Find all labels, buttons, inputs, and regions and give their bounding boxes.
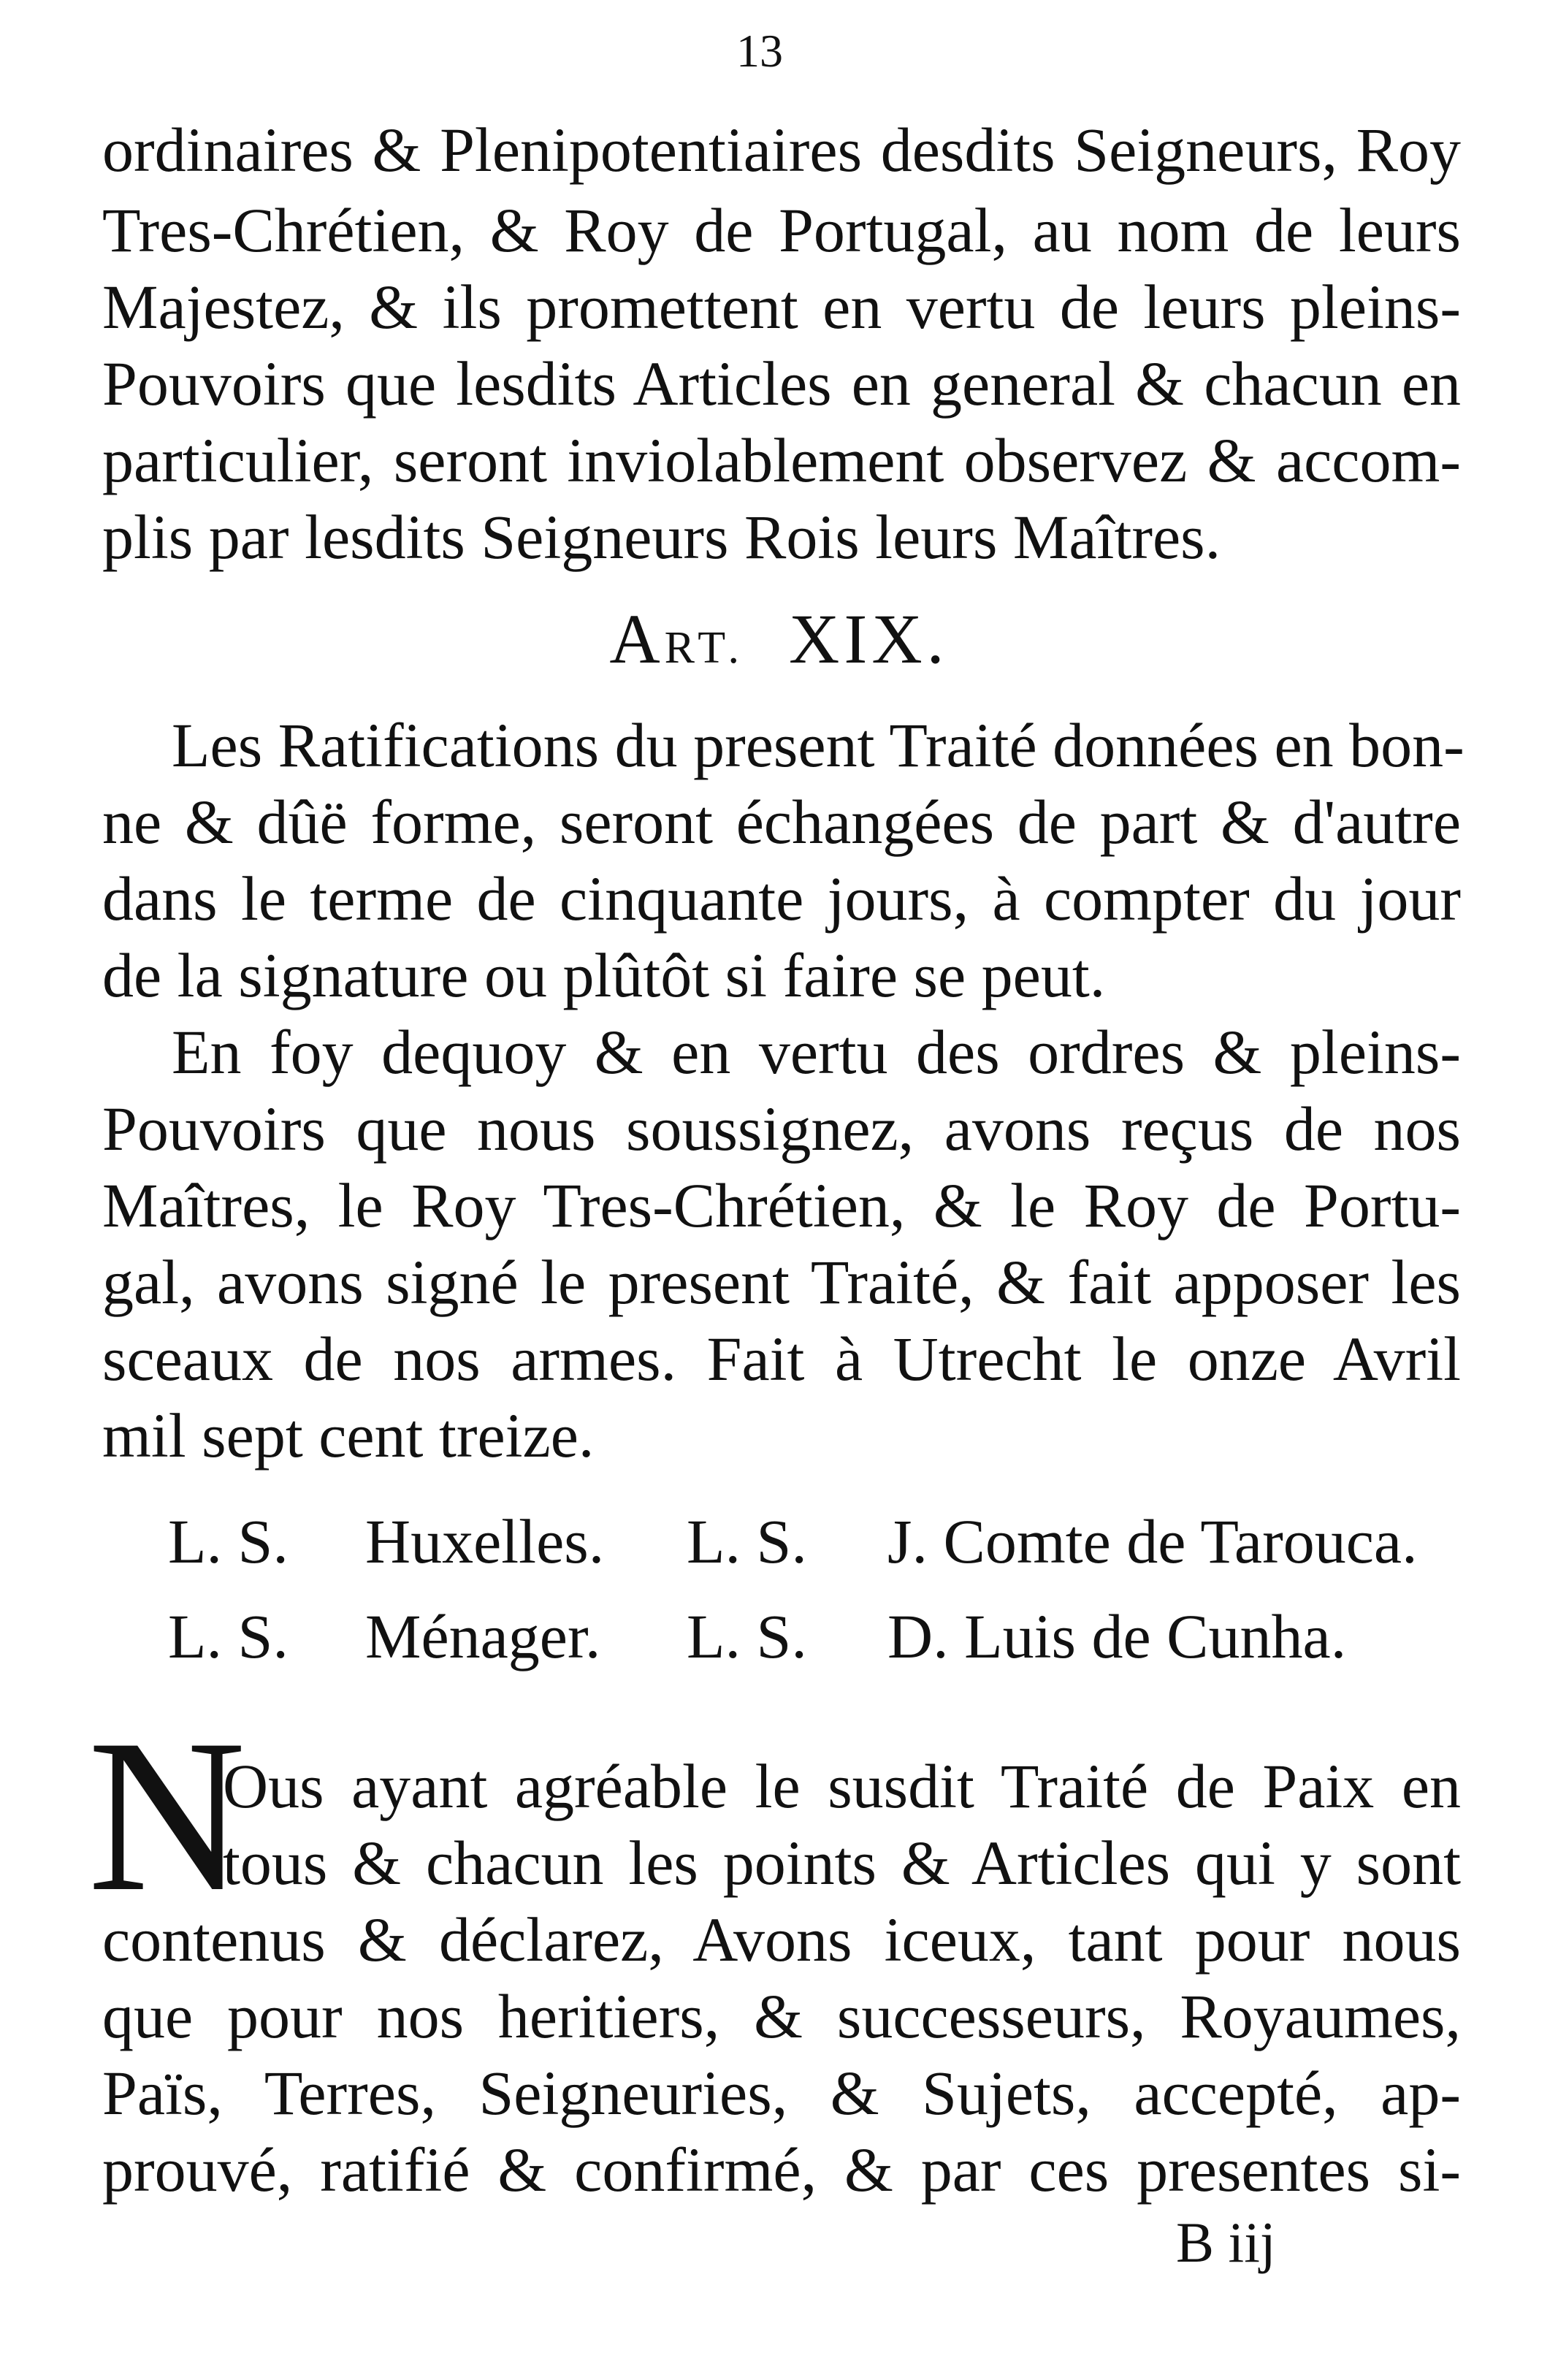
text-line: mil sept cent treize.	[102, 1400, 595, 1471]
text-line: dans le terme de cinquante jours, à compter du jour	[102, 863, 1461, 934]
article-heading	[0, 595, 1558, 692]
page-number: 13	[736, 25, 783, 77]
seal-mark: L. S.	[687, 1506, 807, 1576]
signatory-name: Ménager.	[365, 1601, 601, 1671]
text-line: que pour nos heritiers, & successeurs, Royaumes,	[102, 1981, 1461, 2051]
text-line: de la signature ou plûtôt si faire se peut.	[102, 940, 1106, 1010]
text-line: Majestez, & ils promettent en vertu de leurs pleins-	[102, 272, 1461, 342]
article-numeral: XIX.	[789, 600, 949, 678]
signature-mark: B iij	[1176, 2211, 1276, 2274]
text-line: En foy dequoy & en vertu des ordres & pleins-	[172, 1017, 1461, 1087]
text-line: Pouvoirs que lesdits Articles en general & chacun en	[102, 348, 1461, 419]
seal-mark: L. S.	[168, 1506, 289, 1576]
article-prefix-rest: RT.	[664, 623, 746, 673]
text-line: Maîtres, le Roy Tres-Chrétien, & le Roy de Portu-	[102, 1170, 1461, 1240]
text-line: particulier, seront inviolablement observez & accom-	[102, 425, 1461, 495]
text-line: Tres-Chrétien, & Roy de Portugal, au nom de leurs	[102, 195, 1461, 265]
text-line: plis par lesdits Seigneurs Rois leurs Maîtres.	[102, 502, 1221, 572]
text-line: prouvé, ratifié & confirmé, & par ces presentes si-	[102, 2135, 1461, 2205]
article-prefix-cap: A	[609, 600, 665, 678]
signatory-name: J. Comte de Tarouca.	[887, 1506, 1418, 1576]
signatory-name: D. Luis de Cunha.	[887, 1601, 1347, 1671]
drop-cap: N	[88, 1694, 246, 1937]
text-line: gal, avons signé le present Traité, & fait apposer les	[102, 1247, 1461, 1317]
text-line: contenus & déclarez, Avons iceux, tant pour nous	[102, 1904, 1461, 1975]
text-line: sceaux de nos armes. Fait à Utrecht le onze Avril	[102, 1324, 1461, 1394]
text-line: Les Ratifications du present Traité données en bon-	[172, 710, 1465, 780]
seal-mark: L. S.	[168, 1601, 289, 1671]
text-line: Ous ayant agréable le susdit Traité de Paix en	[223, 1751, 1461, 1821]
text-line: tous & chacun les points & Articles qui y sont	[223, 1828, 1461, 1898]
signatory-name: Huxelles.	[365, 1506, 605, 1576]
text-line: Païs, Terres, Seigneuries, & Sujets, accepté, ap-	[102, 2058, 1461, 2128]
text-line: ordinaires & Plenipotentiaires desdits Seigneurs, Roy	[102, 115, 1461, 185]
seal-mark: L. S.	[687, 1601, 807, 1671]
text-line: ne & dûë forme, seront échangées de part & d'autre	[102, 787, 1461, 857]
text-line: Pouvoirs que nous soussignez, avons reçus de nos	[102, 1094, 1461, 1164]
